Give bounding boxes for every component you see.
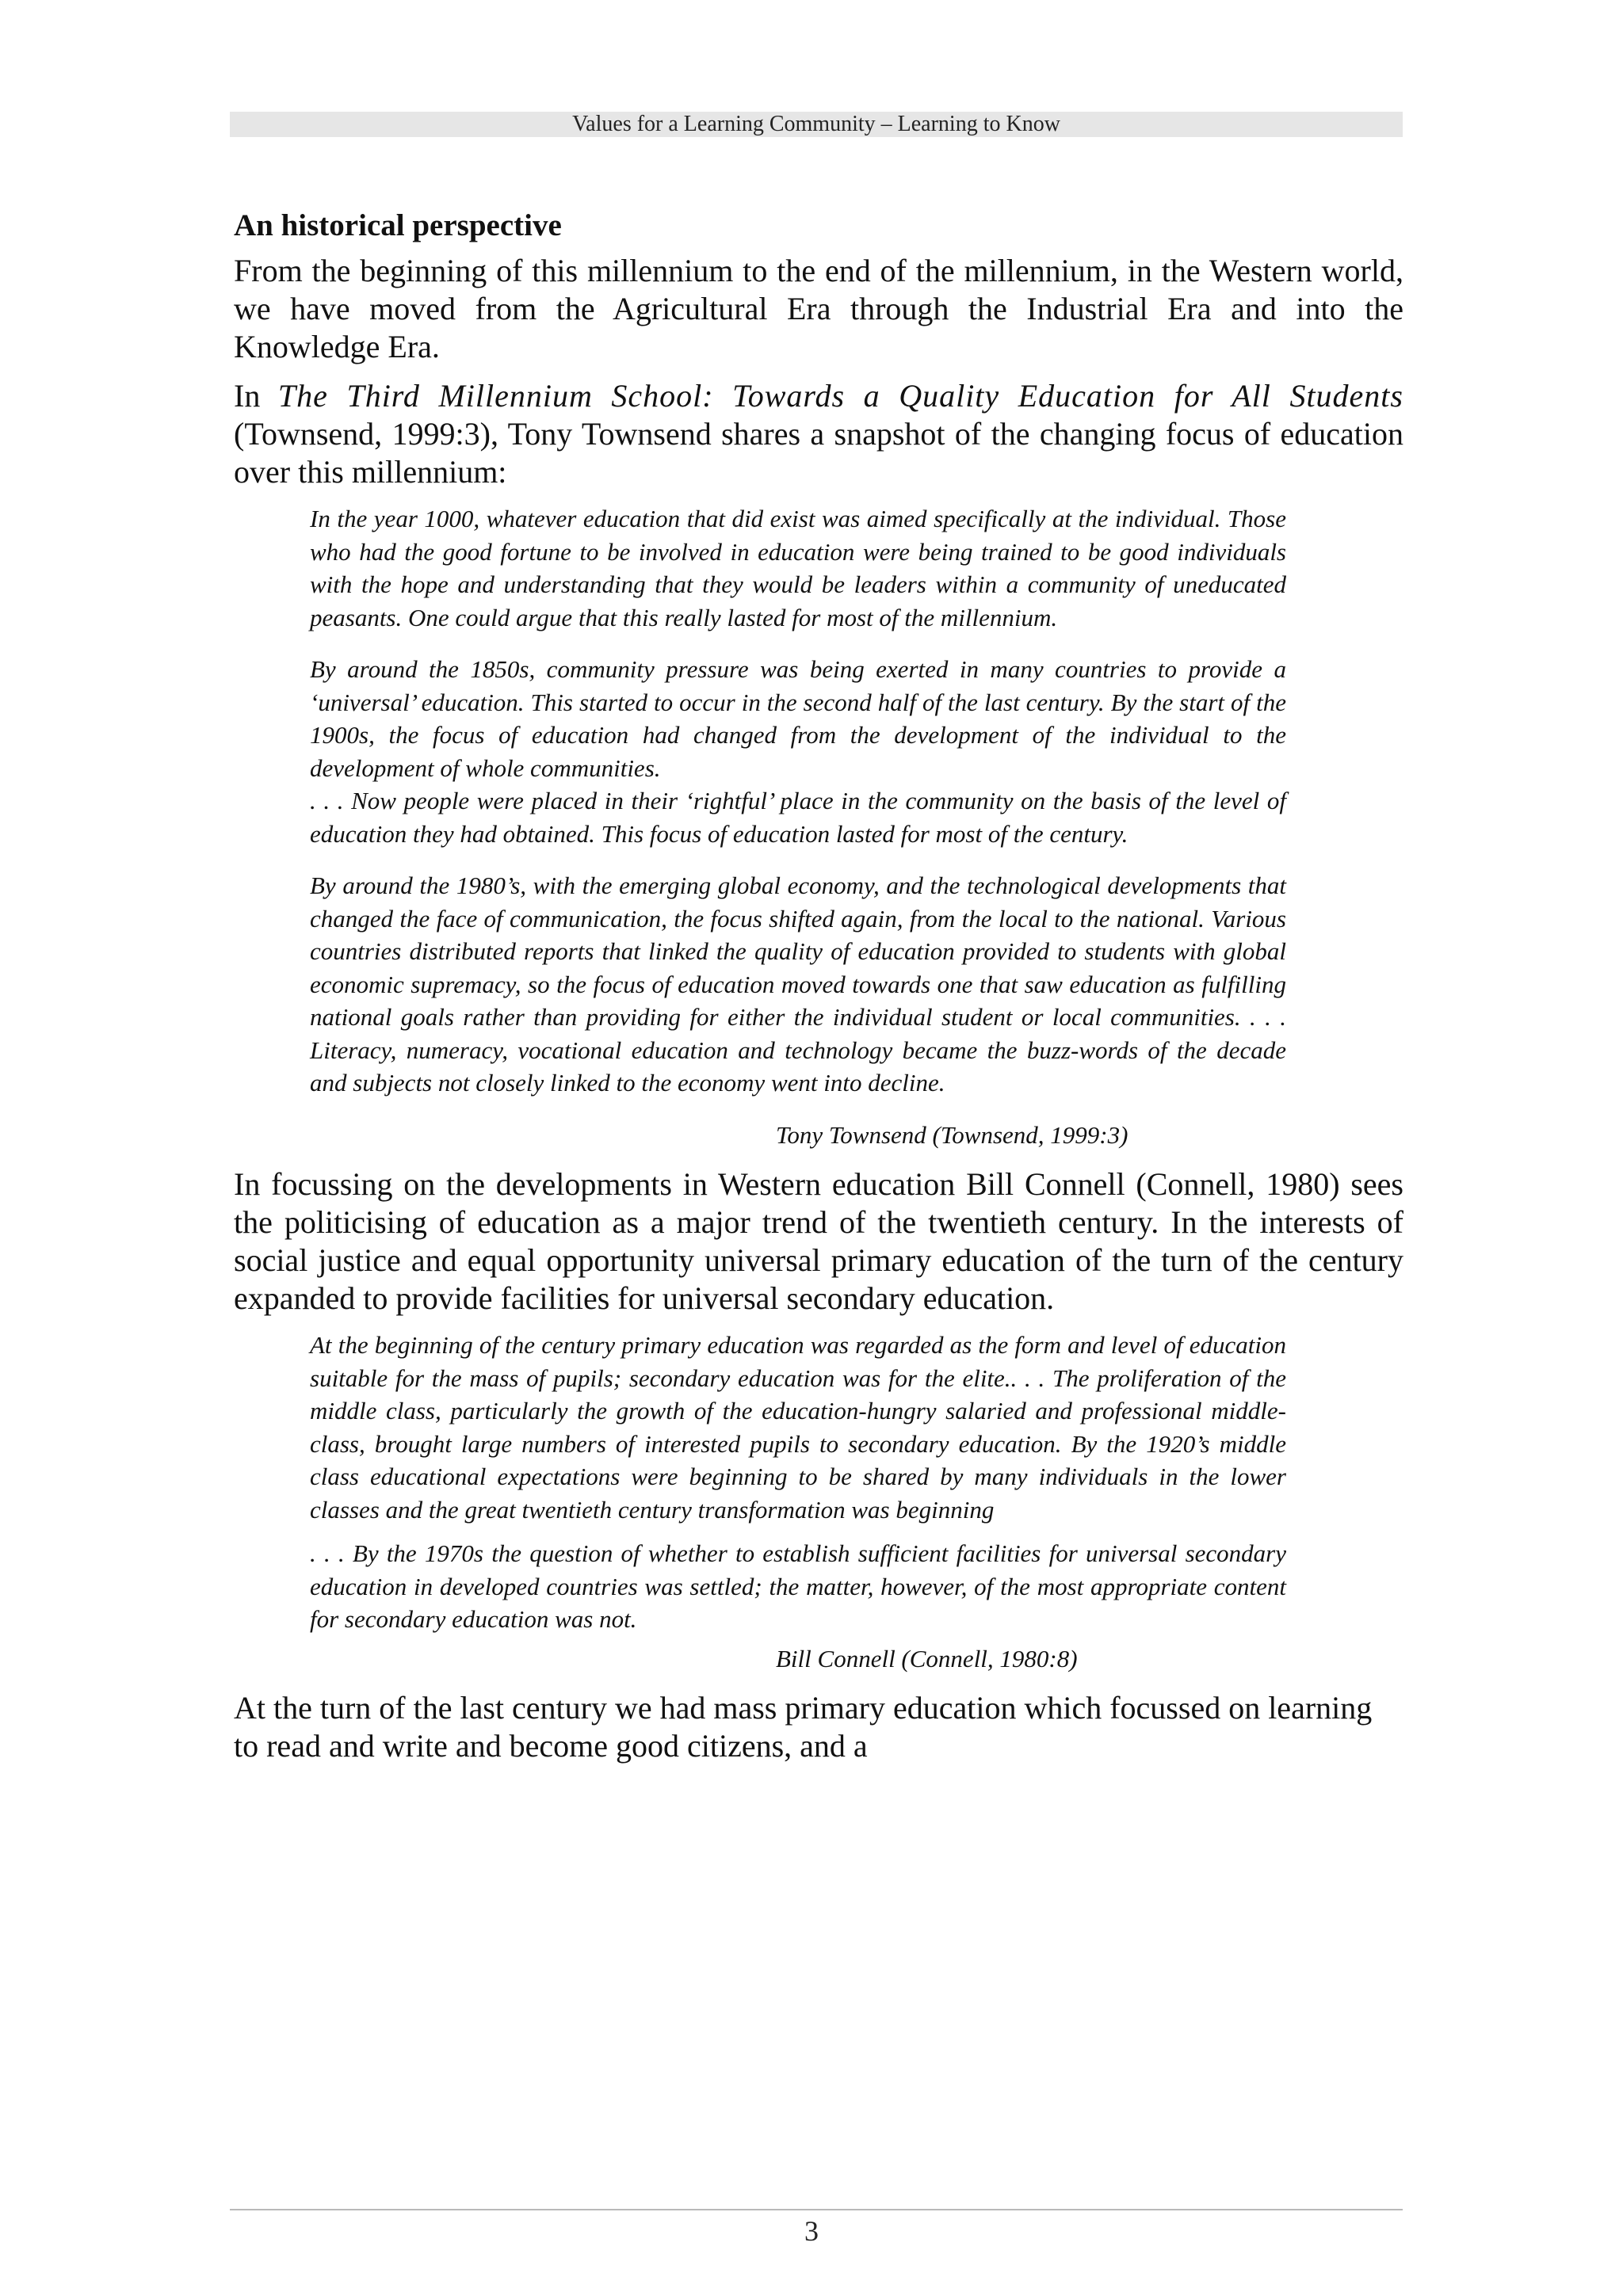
townsend-quote-paragraph-2: By around the 1850s, community pressure was being exerted in many countries to provide a ‘universal’ education. This started to occur in the second half of the last century. By the start of the 1900s, the focus of education had changed from the development of the individual to the development of whole communities. xyxy=(310,655,1286,782)
townsend-quote-paragraph-1: In the year 1000, whatever education that did exist was aimed specifically at the individual. Those who had the good fortune to be involved in education were being trained to be good individuals with the hope and understanding that they would be leaders within a community of uneducated peasants. One could argue that this really lasted for most of the millennium. xyxy=(310,505,1286,631)
townsend-block-quote xyxy=(310,502,1286,1100)
townsend-quote-paragraph-3: . . . Now people were placed in their ‘rightful’ place in the community on the basis of the level of education they had obtained. This focus of education lasted for most of the century. xyxy=(310,787,1286,848)
page-body xyxy=(234,208,1403,1776)
footer-divider xyxy=(230,2209,1403,2210)
connell-attribution: Bill Connell (Connell, 1980:8) xyxy=(776,1644,1078,1672)
townsend-intro-prefix: In xyxy=(234,378,278,414)
connell-block-quote xyxy=(310,1329,1286,1636)
connell-quote-paragraph-2: . . . By the 1970s the question of whether to establish sufficient facilities for universal secondary education in developed countries was settled; the matter, however, of the most appropriate content for secondary education was not. xyxy=(310,1539,1286,1633)
townsend-quote-paragraph-4: By around the 1980’s, with the emerging global economy, and the technological developments that changed the face of communication, the focus shifted again, from the local to the national. Various countries distributed reports that linked the quality of education provided to students with global economic supremacy, so the focus of education moved towards one that saw education as fulfilling national goals rather than providing for either the individual student or local communities. . . . Literacy, numeracy, vocational education and technology became the buzz-words of the decade and subjects not closely linked to the economy went into decline. xyxy=(310,871,1286,1097)
townsend-attribution: Tony Townsend (Townsend, 1999:3) xyxy=(776,1120,1128,1149)
connell-paragraph: In focussing on the developments in Western education Bill Connell (Connell, 1980) sees the politicising of education as a major trend of the twentieth century. In the interests of social justice and equal opportunity universal primary education of the turn of the century expanded to provide facilities for universal secondary education. xyxy=(234,1166,1403,1316)
townsend-intro-paragraph xyxy=(234,377,1403,491)
page-number: 3 xyxy=(804,2215,819,2247)
townsend-intro-suffix: (Townsend, 1999:3), Tony Townsend shares a snapshot of the changing focus of education over this millennium: xyxy=(234,416,1403,490)
closing-paragraph: At the turn of the last century we had mass primary education which focussed on learning to read and write and become good citizens, and a xyxy=(234,1690,1373,1764)
connell-quote-paragraph-1: At the beginning of the century primary education was regarded as the form and level of education suitable for the mass of pupils; secondary education was for the elite.. . . The proliferation of the middle class, particularly the growth of the education-hungry salaried and professional middle-class, brought large numbers of interested pupils to secondary education. By the 1920’s middle class educational expectations were beginning to be shared by many individuals in the lower classes and the great twentieth century transformation was beginning xyxy=(310,1331,1286,1524)
running-header: Values for a Learning Community – Learning to Know xyxy=(230,112,1403,137)
intro-paragraph: From the beginning of this millennium to the end of the millennium, in the Western world, we have moved from the Agricultural Era through the Industrial Era and into the Knowledge Era. xyxy=(234,253,1403,364)
book-title: The Third Millennium School: Towards a Quality Education for All Students xyxy=(277,378,1403,414)
section-heading: An historical perspective xyxy=(234,208,562,242)
